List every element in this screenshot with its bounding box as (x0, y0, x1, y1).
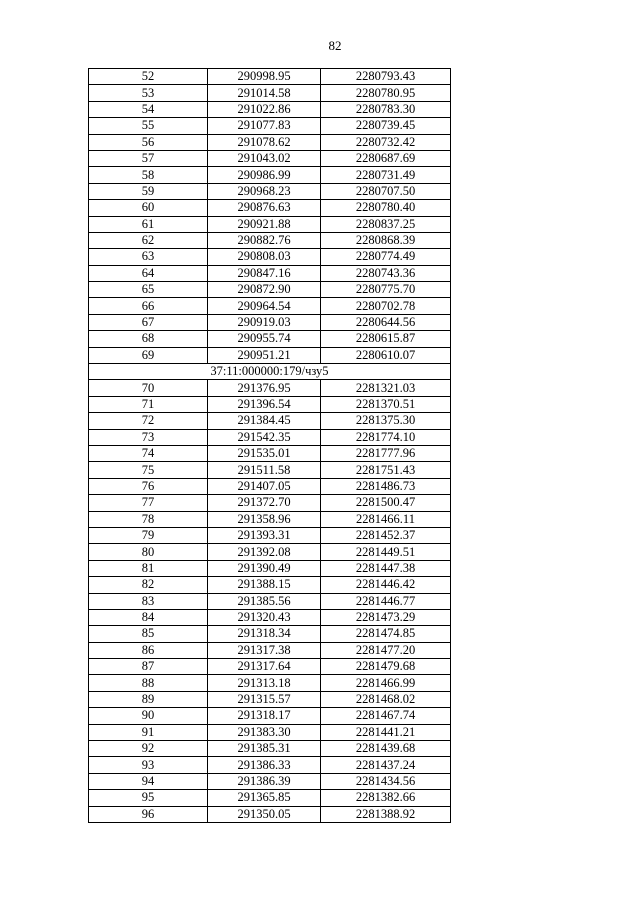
point-number-cell: 55 (89, 118, 208, 134)
table-row (89, 167, 451, 183)
x-coordinate-cell: 290882.76 (208, 232, 321, 248)
point-number-cell: 63 (89, 249, 208, 265)
x-coordinate-cell: 291511.58 (208, 462, 321, 478)
y-coordinate-cell: 2280743.36 (321, 265, 451, 281)
section-row (89, 364, 451, 380)
y-coordinate-cell: 2281434.56 (321, 773, 451, 789)
y-coordinate-cell: 2280739.45 (321, 118, 451, 134)
x-coordinate-cell: 291388.15 (208, 577, 321, 593)
point-number-cell: 91 (89, 724, 208, 740)
x-coordinate-cell: 291317.64 (208, 659, 321, 675)
x-coordinate-cell: 290847.16 (208, 265, 321, 281)
y-coordinate-cell: 2281388.92 (321, 806, 451, 822)
point-number-cell: 81 (89, 560, 208, 576)
y-coordinate-cell: 2281382.66 (321, 790, 451, 806)
coordinates-table (88, 68, 451, 823)
table-row (89, 773, 451, 789)
table-row (89, 380, 451, 396)
point-number-cell: 95 (89, 790, 208, 806)
table-row (89, 626, 451, 642)
point-number-cell: 66 (89, 298, 208, 314)
y-coordinate-cell: 2281466.11 (321, 511, 451, 527)
table-row (89, 249, 451, 265)
x-coordinate-cell: 290921.88 (208, 216, 321, 232)
x-coordinate-cell: 291407.05 (208, 478, 321, 494)
x-coordinate-cell: 291384.45 (208, 413, 321, 429)
y-coordinate-cell: 2281449.51 (321, 544, 451, 560)
y-coordinate-cell: 2280615.87 (321, 331, 451, 347)
y-coordinate-cell: 2281452.37 (321, 527, 451, 543)
table-row (89, 413, 451, 429)
y-coordinate-cell: 2281321.03 (321, 380, 451, 396)
x-coordinate-cell: 291393.31 (208, 527, 321, 543)
x-coordinate-cell: 290968.23 (208, 183, 321, 199)
point-number-cell: 69 (89, 347, 208, 363)
table-row (89, 675, 451, 691)
table-row (89, 642, 451, 658)
table-row (89, 577, 451, 593)
point-number-cell: 84 (89, 609, 208, 625)
x-coordinate-cell: 290808.03 (208, 249, 321, 265)
x-coordinate-cell: 290955.74 (208, 331, 321, 347)
y-coordinate-cell: 2280731.49 (321, 167, 451, 183)
table-row (89, 609, 451, 625)
y-coordinate-cell: 2281439.68 (321, 741, 451, 757)
section-label: 37:11:000000:179/чзу5 (89, 364, 451, 380)
coordinates-table-body-top (89, 69, 451, 364)
x-coordinate-cell: 291542.35 (208, 429, 321, 445)
table-row (89, 101, 451, 117)
point-number-cell: 74 (89, 445, 208, 461)
y-coordinate-cell: 2281370.51 (321, 396, 451, 412)
point-number-cell: 79 (89, 527, 208, 543)
y-coordinate-cell: 2280783.30 (321, 101, 451, 117)
x-coordinate-cell: 291317.38 (208, 642, 321, 658)
table-row (89, 478, 451, 494)
table-row (89, 445, 451, 461)
table-row (89, 331, 451, 347)
y-coordinate-cell: 2280707.50 (321, 183, 451, 199)
y-coordinate-cell: 2281486.73 (321, 478, 451, 494)
table-row (89, 85, 451, 101)
table-row (89, 183, 451, 199)
x-coordinate-cell: 291386.39 (208, 773, 321, 789)
x-coordinate-cell: 291535.01 (208, 445, 321, 461)
table-row (89, 265, 451, 281)
table-row (89, 314, 451, 330)
section-divider (89, 364, 451, 380)
y-coordinate-cell: 2280775.70 (321, 282, 451, 298)
y-coordinate-cell: 2281777.96 (321, 445, 451, 461)
point-number-cell: 92 (89, 741, 208, 757)
y-coordinate-cell: 2280702.78 (321, 298, 451, 314)
y-coordinate-cell: 2281500.47 (321, 495, 451, 511)
point-number-cell: 58 (89, 167, 208, 183)
y-coordinate-cell: 2280780.40 (321, 200, 451, 216)
y-coordinate-cell: 2281468.02 (321, 691, 451, 707)
x-coordinate-cell: 291385.31 (208, 741, 321, 757)
y-coordinate-cell: 2281477.20 (321, 642, 451, 658)
x-coordinate-cell: 291077.83 (208, 118, 321, 134)
point-number-cell: 87 (89, 659, 208, 675)
table-row (89, 200, 451, 216)
table-row (89, 495, 451, 511)
y-coordinate-cell: 2281446.77 (321, 593, 451, 609)
point-number-cell: 64 (89, 265, 208, 281)
point-number-cell: 61 (89, 216, 208, 232)
x-coordinate-cell: 291313.18 (208, 675, 321, 691)
table-row (89, 790, 451, 806)
x-coordinate-cell: 290919.03 (208, 314, 321, 330)
point-number-cell: 89 (89, 691, 208, 707)
table-row (89, 741, 451, 757)
x-coordinate-cell: 290998.95 (208, 69, 321, 85)
x-coordinate-cell: 291372.70 (208, 495, 321, 511)
x-coordinate-cell: 291014.58 (208, 85, 321, 101)
table-row (89, 118, 451, 134)
table-row (89, 757, 451, 773)
table-row (89, 232, 451, 248)
coordinates-table-body-bottom (89, 380, 451, 823)
y-coordinate-cell: 2281437.24 (321, 757, 451, 773)
point-number-cell: 60 (89, 200, 208, 216)
y-coordinate-cell: 2281466.99 (321, 675, 451, 691)
point-number-cell: 54 (89, 101, 208, 117)
table-row (89, 691, 451, 707)
point-number-cell: 52 (89, 69, 208, 85)
point-number-cell: 93 (89, 757, 208, 773)
y-coordinate-cell: 2280687.69 (321, 150, 451, 166)
table-row (89, 429, 451, 445)
table-row (89, 544, 451, 560)
x-coordinate-cell: 290951.21 (208, 347, 321, 363)
table-row (89, 511, 451, 527)
y-coordinate-cell: 2281774.10 (321, 429, 451, 445)
point-number-cell: 68 (89, 331, 208, 347)
point-number-cell: 85 (89, 626, 208, 642)
table-row (89, 347, 451, 363)
x-coordinate-cell: 291396.54 (208, 396, 321, 412)
point-number-cell: 83 (89, 593, 208, 609)
table-row (89, 216, 451, 232)
y-coordinate-cell: 2280610.07 (321, 347, 451, 363)
point-number-cell: 71 (89, 396, 208, 412)
point-number-cell: 77 (89, 495, 208, 511)
x-coordinate-cell: 291376.95 (208, 380, 321, 396)
point-number-cell: 56 (89, 134, 208, 150)
y-coordinate-cell: 2281474.85 (321, 626, 451, 642)
x-coordinate-cell: 291358.96 (208, 511, 321, 527)
table-row (89, 282, 451, 298)
point-number-cell: 57 (89, 150, 208, 166)
x-coordinate-cell: 290986.99 (208, 167, 321, 183)
x-coordinate-cell: 291385.56 (208, 593, 321, 609)
table-row (89, 560, 451, 576)
y-coordinate-cell: 2281446.42 (321, 577, 451, 593)
table-row (89, 134, 451, 150)
x-coordinate-cell: 291078.62 (208, 134, 321, 150)
point-number-cell: 76 (89, 478, 208, 494)
point-number-cell: 67 (89, 314, 208, 330)
y-coordinate-cell: 2281751.43 (321, 462, 451, 478)
table-row (89, 462, 451, 478)
table-row (89, 150, 451, 166)
x-coordinate-cell: 291318.17 (208, 708, 321, 724)
table-row (89, 806, 451, 822)
x-coordinate-cell: 291392.08 (208, 544, 321, 560)
point-number-cell: 72 (89, 413, 208, 429)
x-coordinate-cell: 291043.02 (208, 150, 321, 166)
table-row (89, 593, 451, 609)
point-number-cell: 88 (89, 675, 208, 691)
table-row (89, 527, 451, 543)
x-coordinate-cell: 290872.90 (208, 282, 321, 298)
page-number: 82 (328, 38, 342, 53)
x-coordinate-cell: 290964.54 (208, 298, 321, 314)
table-row (89, 298, 451, 314)
point-number-cell: 75 (89, 462, 208, 478)
y-coordinate-cell: 2280868.39 (321, 232, 451, 248)
table-row (89, 724, 451, 740)
table-row (89, 396, 451, 412)
y-coordinate-cell: 2281441.21 (321, 724, 451, 740)
x-coordinate-cell: 291390.49 (208, 560, 321, 576)
x-coordinate-cell: 291350.05 (208, 806, 321, 822)
y-coordinate-cell: 2280774.49 (321, 249, 451, 265)
point-number-cell: 53 (89, 85, 208, 101)
y-coordinate-cell: 2281467.74 (321, 708, 451, 724)
point-number-cell: 94 (89, 773, 208, 789)
y-coordinate-cell: 2281479.68 (321, 659, 451, 675)
y-coordinate-cell: 2281375.30 (321, 413, 451, 429)
x-coordinate-cell: 291386.33 (208, 757, 321, 773)
x-coordinate-cell: 291318.34 (208, 626, 321, 642)
y-coordinate-cell: 2280793.43 (321, 69, 451, 85)
point-number-cell: 86 (89, 642, 208, 658)
point-number-cell: 96 (89, 806, 208, 822)
table-row (89, 708, 451, 724)
point-number-cell: 70 (89, 380, 208, 396)
y-coordinate-cell: 2280780.95 (321, 85, 451, 101)
y-coordinate-cell: 2280837.25 (321, 216, 451, 232)
point-number-cell: 65 (89, 282, 208, 298)
x-coordinate-cell: 291365.85 (208, 790, 321, 806)
x-coordinate-cell: 291022.86 (208, 101, 321, 117)
x-coordinate-cell: 291320.43 (208, 609, 321, 625)
table-row (89, 659, 451, 675)
y-coordinate-cell: 2281447.38 (321, 560, 451, 576)
point-number-cell: 90 (89, 708, 208, 724)
point-number-cell: 59 (89, 183, 208, 199)
y-coordinate-cell: 2281473.29 (321, 609, 451, 625)
x-coordinate-cell: 290876.63 (208, 200, 321, 216)
point-number-cell: 73 (89, 429, 208, 445)
y-coordinate-cell: 2280732.42 (321, 134, 451, 150)
table-row (89, 69, 451, 85)
point-number-cell: 78 (89, 511, 208, 527)
y-coordinate-cell: 2280644.56 (321, 314, 451, 330)
x-coordinate-cell: 291383.30 (208, 724, 321, 740)
x-coordinate-cell: 291315.57 (208, 691, 321, 707)
point-number-cell: 80 (89, 544, 208, 560)
point-number-cell: 62 (89, 232, 208, 248)
point-number-cell: 82 (89, 577, 208, 593)
